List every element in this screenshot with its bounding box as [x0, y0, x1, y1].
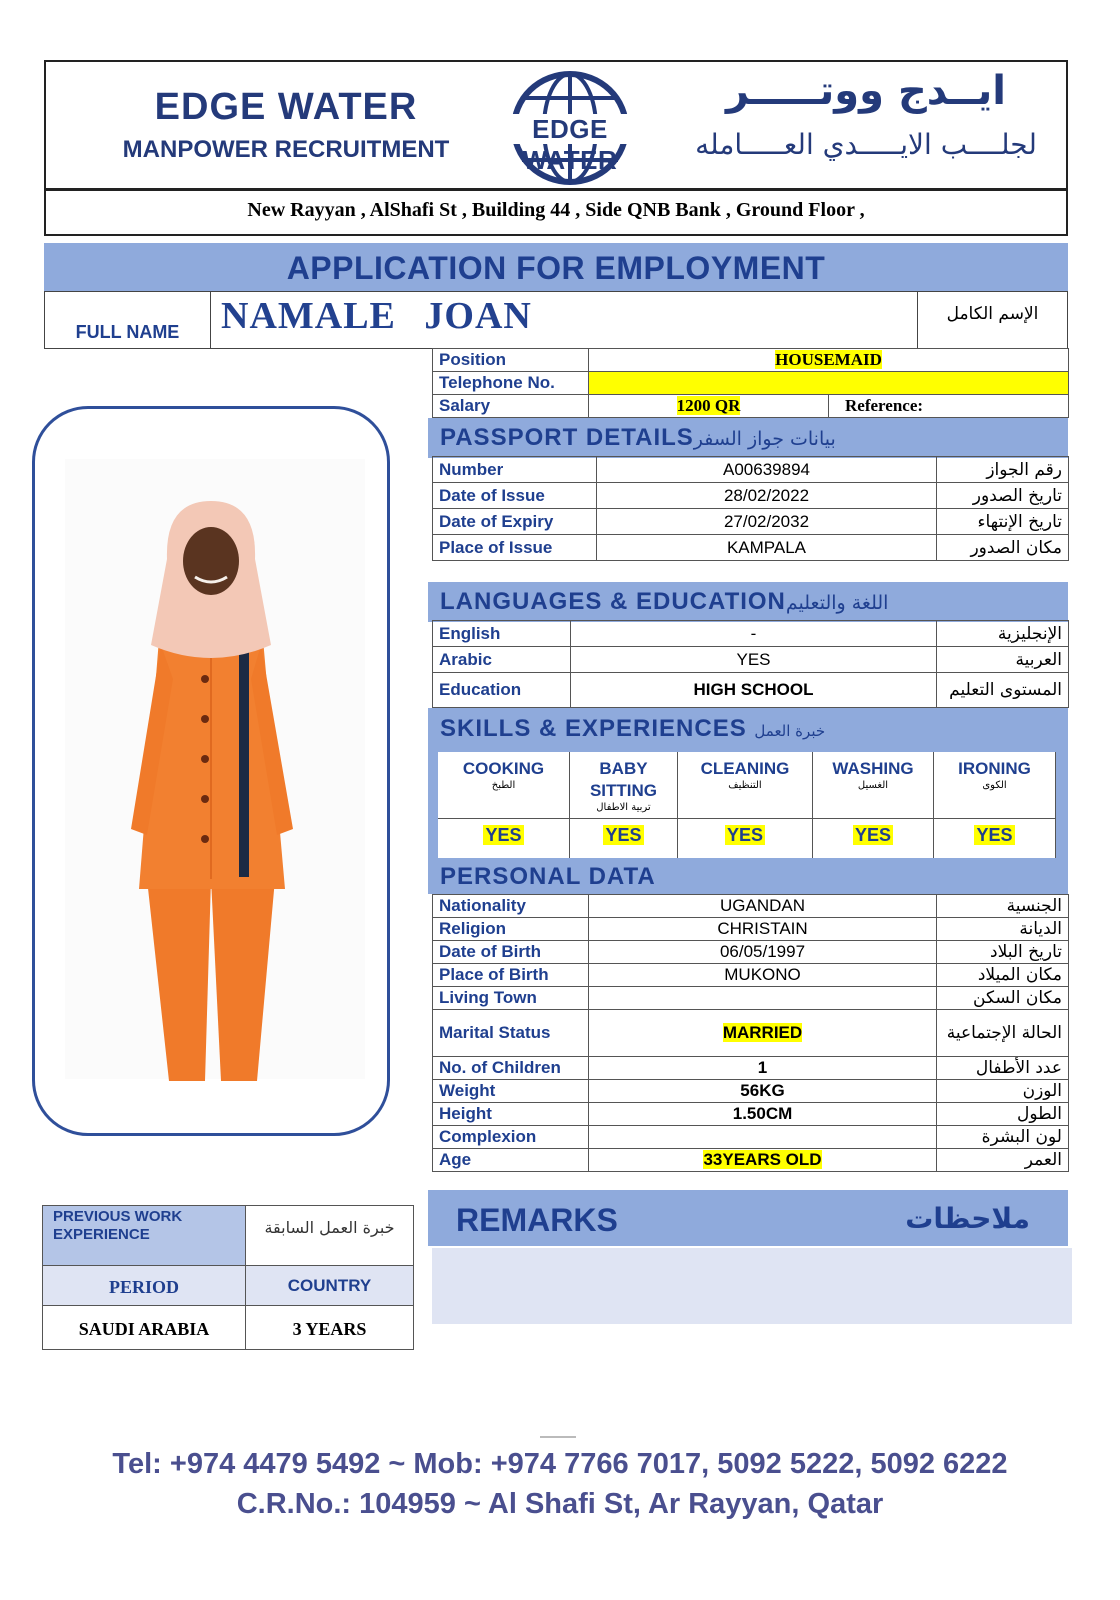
table-row — [433, 895, 1069, 918]
row-label: Education — [439, 680, 522, 699]
personal-title: PERSONAL DATA — [440, 863, 656, 890]
row-label: Date of Issue — [439, 485, 545, 505]
row-value: MARRIED — [722, 1023, 803, 1042]
skill-name: COOKING — [462, 759, 545, 778]
address: New Rayyan , AlShafi St , Building 44 , Side QNB Bank , Ground Floor , — [44, 190, 1068, 236]
remarks-content — [432, 1248, 1072, 1324]
row-value: YES — [736, 649, 771, 669]
row-value: 27/02/2032 — [723, 511, 810, 531]
skill-name-arabic: الغسيل — [857, 780, 889, 791]
table-row — [433, 647, 1069, 673]
languages-section-title — [428, 582, 1068, 622]
skills-title-arabic: خبرة العمل — [754, 722, 826, 740]
row-label-arabic: لون البشرة — [981, 1127, 1062, 1147]
previous-work-title: PREVIOUS WORK EXPERIENCE — [43, 1206, 246, 1266]
page-title: APPLICATION FOR EMPLOYMENT — [44, 243, 1068, 291]
row-value: 33YEARS OLD — [703, 1150, 822, 1169]
row-label-arabic: رقم الجواز — [986, 459, 1062, 480]
table-row — [433, 1149, 1069, 1172]
full-name-row — [44, 291, 1068, 349]
row-label: English — [439, 623, 501, 643]
candidate-photo — [35, 409, 387, 1133]
footer-contact: Tel: +974 4479 5492 ~ Mob: +974 7766 7017, 5092 5222, 5092 6222 — [112, 1448, 1008, 1480]
passport-title-arabic: بيانات جواز السفر — [693, 428, 836, 450]
row-label: Marital Status — [439, 1023, 551, 1042]
skill-cell — [813, 752, 934, 858]
row-label-arabic: الجنسية — [1006, 896, 1062, 916]
letterhead — [44, 60, 1068, 190]
footer-registration: C.R.No.: 104959 ~ Al Shafi St, Ar Rayyan, Qatar — [236, 1488, 884, 1520]
table-row — [433, 621, 1069, 647]
skill-name-arabic: تربية الاطفال — [596, 802, 651, 813]
row-label-arabic: مكان الميلاد — [977, 965, 1062, 985]
telephone-label: Telephone No. — [433, 372, 589, 395]
skills-grid — [428, 752, 1068, 860]
row-label: Height — [439, 1104, 492, 1123]
row-label-arabic: مكان السكن — [973, 988, 1062, 1008]
row-value: 1.50CM — [732, 1104, 793, 1123]
skills-section-title — [428, 708, 1068, 752]
personal-section-title — [428, 860, 1068, 894]
personal-table — [432, 894, 1069, 1172]
row-value: - — [750, 623, 757, 643]
skill-name: WASHING — [832, 759, 914, 778]
table-row — [433, 964, 1069, 987]
table-row — [433, 1080, 1069, 1103]
brand-tagline: MANPOWER RECRUITMENT — [122, 136, 450, 163]
logo-text: EDGE WATER — [522, 114, 618, 175]
row-value: 28/02/2022 — [723, 485, 810, 505]
full-name-value: NAMALE JOAN — [221, 295, 532, 337]
row-value: CHRISTAIN — [717, 919, 808, 938]
remarks-title: REMARKS — [456, 1202, 618, 1238]
row-label-arabic: الطول — [1017, 1104, 1062, 1124]
languages-title: LANGUAGES & EDUCATION — [440, 588, 786, 615]
row-label-arabic: المستوى التعليم — [949, 680, 1062, 700]
row-label: Date of Expiry — [439, 511, 554, 531]
skill-name: CLEANING — [700, 759, 790, 778]
skill-cell — [438, 752, 570, 858]
country-value: 3 YEARS — [292, 1319, 367, 1339]
table-row — [433, 349, 1069, 372]
brand-name-arabic: ايــدج ووتـــــر — [726, 68, 1006, 114]
row-value: 06/05/1997 — [719, 942, 806, 961]
globe-logo-icon — [482, 68, 658, 186]
languages-title-arabic: اللغة والتعليم — [785, 592, 889, 614]
row-label-arabic: عدد الأطفال — [975, 1058, 1062, 1078]
skill-value: YES — [726, 825, 764, 845]
row-label: Religion — [439, 919, 507, 938]
row-label-arabic: مكان الصدور — [970, 537, 1062, 558]
table-row — [433, 1010, 1069, 1057]
table-row — [433, 457, 1069, 483]
skill-cell — [570, 752, 678, 858]
position-value: HOUSEMAID — [775, 350, 882, 369]
skill-name-arabic: الكوى — [982, 780, 1007, 791]
row-label-arabic: تاريخ الإنتهاء — [977, 511, 1062, 532]
skill-name-arabic: التنظيف — [728, 780, 762, 791]
row-label: Place of Birth — [439, 965, 549, 984]
table-row — [433, 1103, 1069, 1126]
skill-name-arabic: الطبخ — [491, 780, 516, 791]
remarks-header — [428, 1190, 1068, 1246]
row-label: Place of Issue — [439, 537, 553, 557]
candidate-photo-frame — [32, 406, 390, 1136]
position-label: Position — [433, 349, 589, 372]
salary-label: Salary — [433, 395, 589, 418]
row-label-arabic: الديانة — [1019, 919, 1062, 939]
table-row — [433, 987, 1069, 1010]
row-label-arabic: العمر — [1024, 1150, 1062, 1170]
period-value: SAUDI ARABIA — [43, 1306, 246, 1349]
passport-table — [432, 456, 1069, 561]
full-name-label-arabic: الإسم الكامل — [917, 292, 1067, 348]
table-row — [433, 509, 1069, 535]
full-name-label: FULL NAME — [45, 292, 211, 348]
row-label: Weight — [439, 1081, 496, 1100]
row-value: MUKONO — [724, 965, 801, 984]
row-label: Nationality — [439, 896, 526, 915]
row-label: Living Town — [439, 988, 537, 1007]
row-label: Date of Birth — [439, 942, 541, 961]
brand-tagline-arabic: لجلــــب الايـــــدي العـــــامله — [695, 128, 1037, 161]
table-row — [433, 941, 1069, 964]
skill-cell — [934, 752, 1056, 858]
job-table — [432, 348, 1069, 418]
row-label: No. of Children — [439, 1058, 561, 1077]
skill-name: IRONING — [958, 759, 1031, 778]
table-row — [433, 1126, 1069, 1149]
row-value: KAMPALA — [726, 537, 807, 557]
table-row — [433, 372, 1069, 395]
passport-section-title — [428, 418, 1068, 458]
row-label-arabic: الحالة الإجتماعية — [946, 1023, 1062, 1043]
telephone-value — [589, 372, 1069, 395]
skill-value: YES — [485, 825, 522, 845]
row-label-arabic: تاريخ الصدور — [972, 485, 1062, 506]
table-row — [433, 483, 1069, 509]
divider — [540, 1436, 576, 1438]
skill-cell — [678, 752, 813, 858]
row-value: HIGH SCHOOL — [693, 680, 814, 699]
table-row — [433, 918, 1069, 941]
skill-name: BABY SITTING — [589, 759, 658, 800]
row-label-arabic: العربية — [1015, 649, 1062, 670]
table-row — [433, 1057, 1069, 1080]
country-header: COUNTRY — [246, 1266, 413, 1306]
previous-work-table — [42, 1205, 414, 1350]
row-value: UGANDAN — [719, 896, 805, 915]
brand-name: EDGE WATER — [154, 86, 418, 128]
salary-value: 1200 QR — [676, 396, 741, 415]
row-label-arabic: الوزن — [1022, 1081, 1062, 1101]
passport-title: PASSPORT DETAILS — [440, 424, 694, 451]
row-value: 1 — [757, 1058, 768, 1077]
row-value: 56KG — [740, 1081, 785, 1100]
row-label: Number — [439, 459, 504, 479]
skill-value: YES — [976, 825, 1013, 845]
reference-label: Reference: — [829, 395, 1069, 418]
row-label: Age — [439, 1150, 472, 1169]
previous-work-title-arabic: خبرة العمل السابقة — [246, 1206, 413, 1266]
languages-table — [432, 620, 1069, 708]
skill-value: YES — [854, 825, 892, 845]
skills-title: SKILLS & EXPERIENCES — [440, 715, 747, 742]
period-header: PERIOD — [43, 1266, 246, 1306]
table-row — [433, 535, 1069, 561]
row-label-arabic: الإنجليزية — [997, 623, 1062, 644]
row-label-arabic: تاريخ البلاد — [990, 942, 1062, 962]
table-row — [433, 395, 1069, 418]
row-label: Complexion — [439, 1127, 537, 1146]
skill-value: YES — [605, 825, 642, 845]
remarks-title-arabic: ملاحظات — [905, 1202, 1030, 1235]
row-value: A00639894 — [723, 459, 810, 479]
table-row — [433, 673, 1069, 708]
row-label: Arabic — [439, 649, 492, 669]
